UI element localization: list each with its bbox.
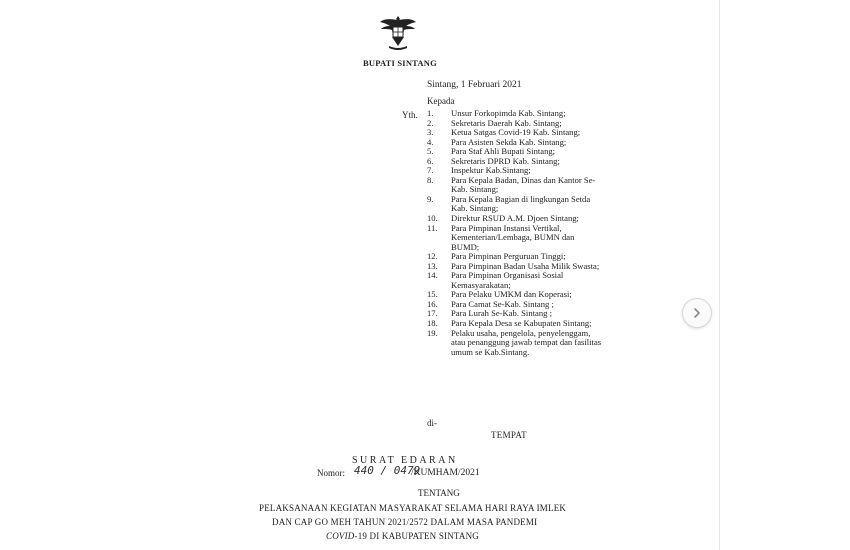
recipient-text: Sekretaris DPRD Kab. Sintang; bbox=[451, 155, 560, 166]
surat-edaran-heading: SURAT EDARAN bbox=[352, 455, 458, 466]
recipient-item bbox=[427, 176, 602, 195]
recipient-number: 18. bbox=[427, 318, 438, 329]
letter-date: Sintang, 1 Februari 2021 bbox=[427, 80, 522, 90]
recipient-number: 2. bbox=[427, 117, 434, 128]
recipient-text: Para Pelaku UMKM dan Koperasi; bbox=[451, 289, 572, 300]
recipient-number: 6. bbox=[427, 155, 434, 166]
recipient-number: 19. bbox=[427, 327, 438, 338]
recipient-item bbox=[427, 224, 602, 253]
recipient-number: 1. bbox=[427, 108, 434, 118]
recipient-text: Unsur Forkopimda Kab. Sintang; bbox=[451, 108, 566, 118]
issuing-office: BUPATI SINTANG bbox=[363, 58, 437, 68]
tentang-label: TENTANG bbox=[418, 488, 460, 498]
recipient-text: Para Kepala Bagian di lingkungan Setda Kab. Sintang; bbox=[451, 193, 591, 214]
title-line-3-rest: -19 DI KABUPATEN SINTANG bbox=[354, 531, 479, 541]
recipient-item bbox=[427, 195, 602, 214]
recipient-text: Para Pimpinan Badan Usaha Milik Swasta; bbox=[451, 260, 600, 271]
recipient-list bbox=[427, 109, 602, 357]
recipient-text: Para Camat Se-Kab. Sintang ; bbox=[451, 298, 554, 309]
recipient-number: 4. bbox=[427, 136, 434, 147]
recipient-text: Ketua Satgas Covid-19 Kab. Sintang; bbox=[451, 127, 581, 138]
nomor-printed: /KUMHAM/2021 bbox=[411, 468, 480, 478]
yth-label: Yth. bbox=[402, 110, 418, 120]
recipient-text: Para Staf Ahli Bupati Sintang; bbox=[451, 146, 556, 157]
nomor-label: Nomor: bbox=[317, 468, 345, 478]
title-line-3-italic: COVID bbox=[326, 531, 355, 541]
recipient-number: 12. bbox=[427, 251, 438, 262]
kepada-label: Kepada bbox=[427, 96, 455, 106]
recipient-number: 13. bbox=[427, 260, 438, 271]
title-line-2: DAN CAP GO MEH TAHUN 2021/2572 DALAM MASA PANDEMI bbox=[272, 517, 538, 527]
recipient-number: 3. bbox=[427, 127, 434, 138]
garuda-emblem-icon bbox=[378, 12, 418, 52]
recipient-item bbox=[427, 271, 602, 290]
recipient-number: 5. bbox=[427, 146, 434, 157]
recipient-text: Para Asisten Sekda Kab. Sintang; bbox=[451, 136, 567, 147]
recipient-number: 17. bbox=[427, 308, 438, 319]
title-line-3 bbox=[326, 531, 479, 541]
recipient-text: Para Pimpinan Perguruan Tinggi; bbox=[451, 251, 566, 262]
recipient-text: Direktur RSUD A.M. Djoen Sintang; bbox=[451, 213, 579, 224]
recipient-text: Sekretaris Daerah Kab. Sintang; bbox=[451, 117, 562, 128]
next-slide-button[interactable] bbox=[682, 298, 712, 328]
recipient-number: 16. bbox=[427, 298, 438, 309]
recipient-number: 11. bbox=[427, 222, 438, 233]
recipient-text: Para Lurah Se-Kab. Sintang ; bbox=[451, 308, 552, 319]
recipient-number: 10. bbox=[427, 213, 438, 224]
recipient-number: 9. bbox=[427, 193, 434, 204]
recipient-text: Para Pimpinan Organisasi Sosial Kemasyarakatan; bbox=[451, 270, 564, 290]
nomor-handwritten: 440 / 0479 bbox=[354, 464, 421, 477]
tempat-label: TEMPAT bbox=[491, 430, 527, 440]
title-line-1: PELAKSANAAN KEGIATAN MASYARAKAT SELAMA HARI RAYA IMLEK bbox=[259, 503, 567, 513]
recipient-number: 15. bbox=[427, 289, 438, 300]
recipient-number: 14. bbox=[427, 270, 438, 281]
recipient-text: Para Kepala Desa se Kabupaten Sintang; bbox=[451, 318, 592, 329]
recipient-text: Pelaku usaha, pengelola, penyelenggam, atau penanggung jawab tempat dan fasilitas umum se Kab.Sintang. bbox=[451, 327, 602, 357]
recipient-text: Inspektur Kab.Sintang; bbox=[451, 165, 531, 176]
recipient-number: 7. bbox=[427, 165, 434, 176]
viewer-divider bbox=[719, 0, 720, 550]
chevron-right-icon bbox=[691, 307, 703, 319]
recipient-text: Para Kepala Badan, Dinas dan Kantor Se-Kab. Sintang; bbox=[451, 174, 596, 195]
recipient-number: 8. bbox=[427, 174, 434, 185]
di-label: di- bbox=[427, 418, 437, 428]
recipient-item bbox=[427, 329, 602, 358]
recipient-text: Para Pimpinan Instansi Vertikal, Kementerian/Lembaga, BUMN dan BUMD; bbox=[451, 222, 575, 252]
